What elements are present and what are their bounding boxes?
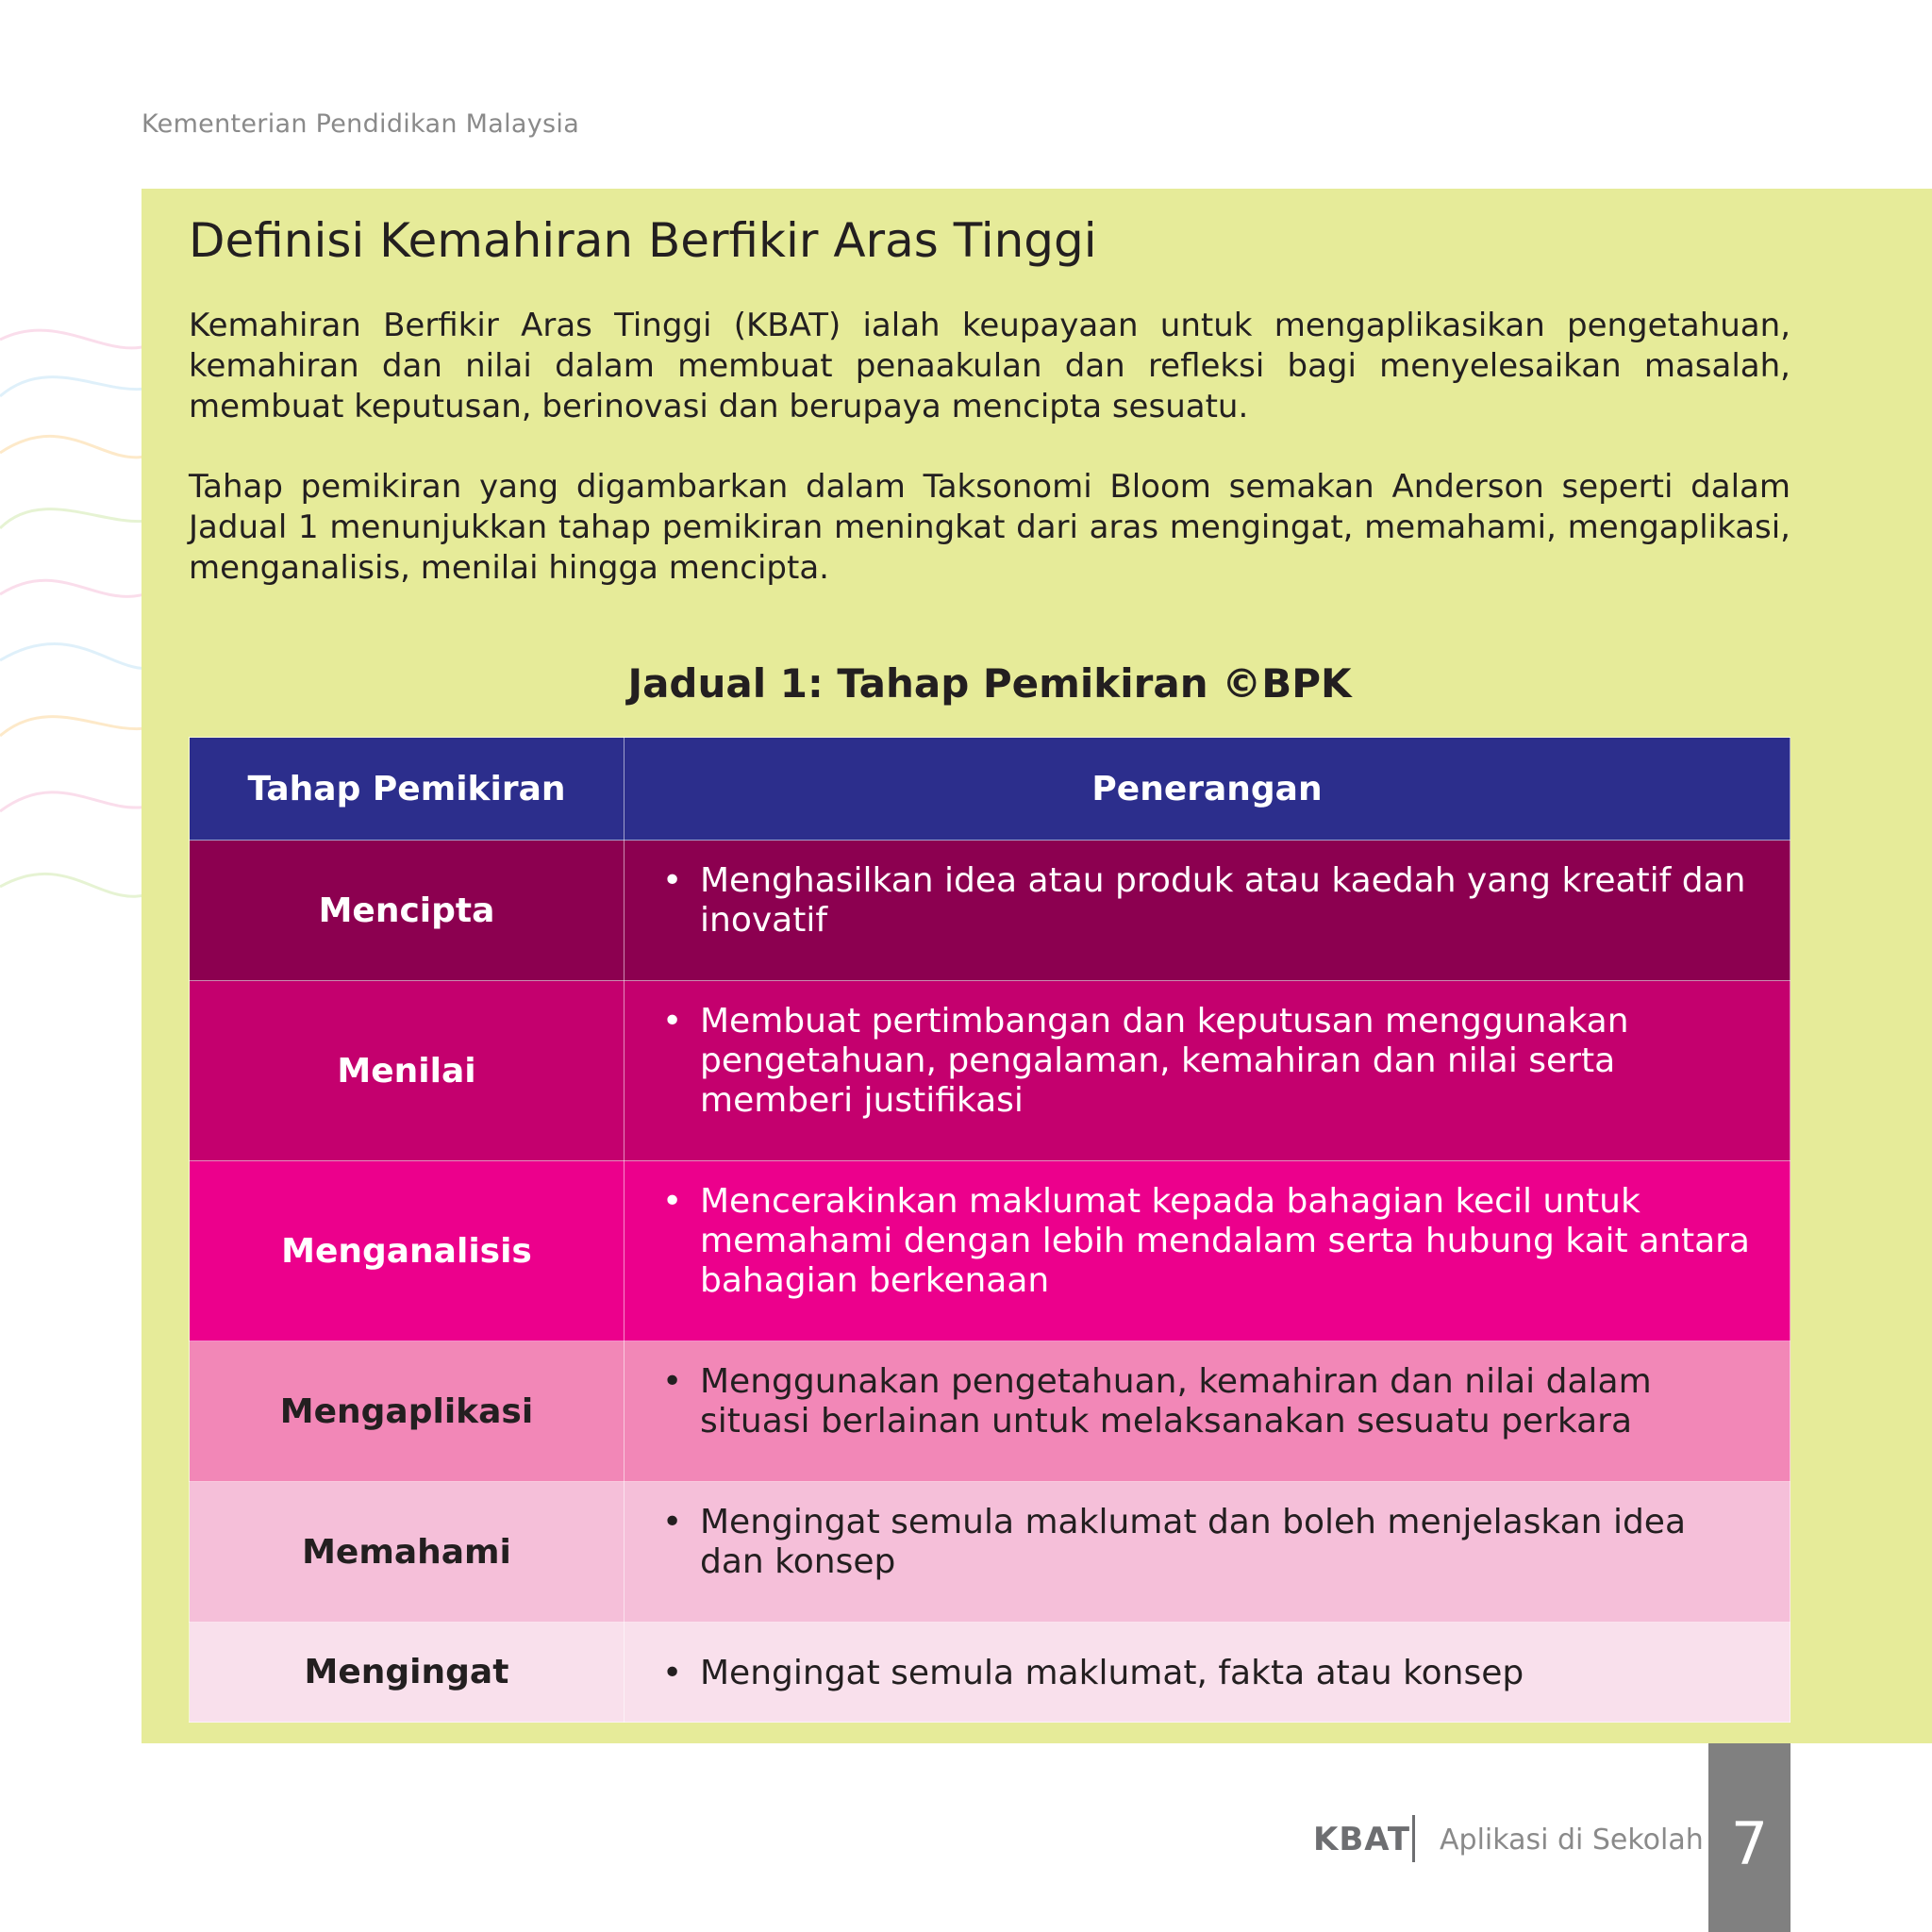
table-row xyxy=(190,841,1790,981)
header-description: Penerangan xyxy=(625,738,1790,841)
description-cell xyxy=(625,1482,1790,1623)
footer-subtitle: Aplikasi di Sekolah xyxy=(1440,1824,1704,1857)
description-cell xyxy=(625,841,1790,981)
header-level: Tahap Pemikiran xyxy=(190,738,625,841)
description-cell xyxy=(625,981,1790,1161)
description-bullet: • Mengingat semula maklumat, fakta atau konsep xyxy=(700,1654,1752,1693)
description-cell xyxy=(625,1341,1790,1482)
level-cell: Menilai xyxy=(190,981,625,1161)
level-cell: Mencipta xyxy=(190,841,625,981)
description-bullet: • Mengingat semula maklumat dan boleh menjelaskan idea dan konsep xyxy=(700,1503,1752,1582)
thinking-levels-table xyxy=(189,737,1790,1723)
footer-brand: KBAT xyxy=(1313,1821,1411,1858)
taxonomy-paragraph: Tahap pemikiran yang digambarkan dalam Taksonomi Bloom semakan Anderson seperti dalam Jadual 1 menunjukkan tahap pemikiran meningkat dari aras mengingat, memahami, mengaplikasi, menganalisis, menilai hingga mencipta. xyxy=(189,468,1790,587)
table-row xyxy=(190,1482,1790,1623)
level-cell: Mengingat xyxy=(190,1623,625,1723)
footer-divider xyxy=(1412,1815,1415,1862)
table-row xyxy=(190,1341,1790,1482)
level-cell: Menganalisis xyxy=(190,1161,625,1341)
definition-paragraph: Kemahiran Berfikir Aras Tinggi (KBAT) ialah keupayaan untuk mengaplikasikan pengetahuan, kemahiran dan nilai dalam membuat penaakulan dan refleksi bagi menyelesaikan masalah, membuat keputusan, berinovasi dan berupaya mencipta sesuatu. xyxy=(189,307,1790,425)
table-row xyxy=(190,1623,1790,1723)
table-header-row xyxy=(190,738,1790,841)
table-row xyxy=(190,1161,1790,1341)
table-row xyxy=(190,981,1790,1161)
level-cell: Mengaplikasi xyxy=(190,1341,625,1482)
level-cell: Memahami xyxy=(190,1482,625,1623)
section-title: Definisi Kemahiran Berfikir Aras Tinggi xyxy=(189,213,1097,268)
table-caption: Jadual 1: Tahap Pemikiran ©BPK xyxy=(627,660,1352,707)
ministry-header: Kementerian Pendidikan Malaysia xyxy=(142,109,580,139)
description-bullet: • Membuat pertimbangan dan keputusan menggunakan pengetahuan, pengalaman, kemahiran dan nilai serta memberi justifikasi xyxy=(700,1002,1752,1121)
page-number-tab xyxy=(1708,1743,1790,1932)
page-number: 7 xyxy=(1730,1809,1769,1878)
description-bullet: • Menggunakan pengetahuan, kemahiran dan nilai dalam situasi berlainan untuk melaksanakan sesuatu perkara xyxy=(700,1362,1752,1441)
section-content xyxy=(189,209,1790,589)
description-cell xyxy=(625,1623,1790,1723)
description-cell xyxy=(625,1161,1790,1341)
description-bullet: • Menghasilkan idea atau produk atau kaedah yang kreatif dan inovatif xyxy=(700,861,1752,941)
description-bullet: • Mencerakinkan maklumat kepada bahagian kecil untuk memahami dengan lebih mendalam serta hubung kait antara bahagian berkenaan xyxy=(700,1182,1752,1301)
